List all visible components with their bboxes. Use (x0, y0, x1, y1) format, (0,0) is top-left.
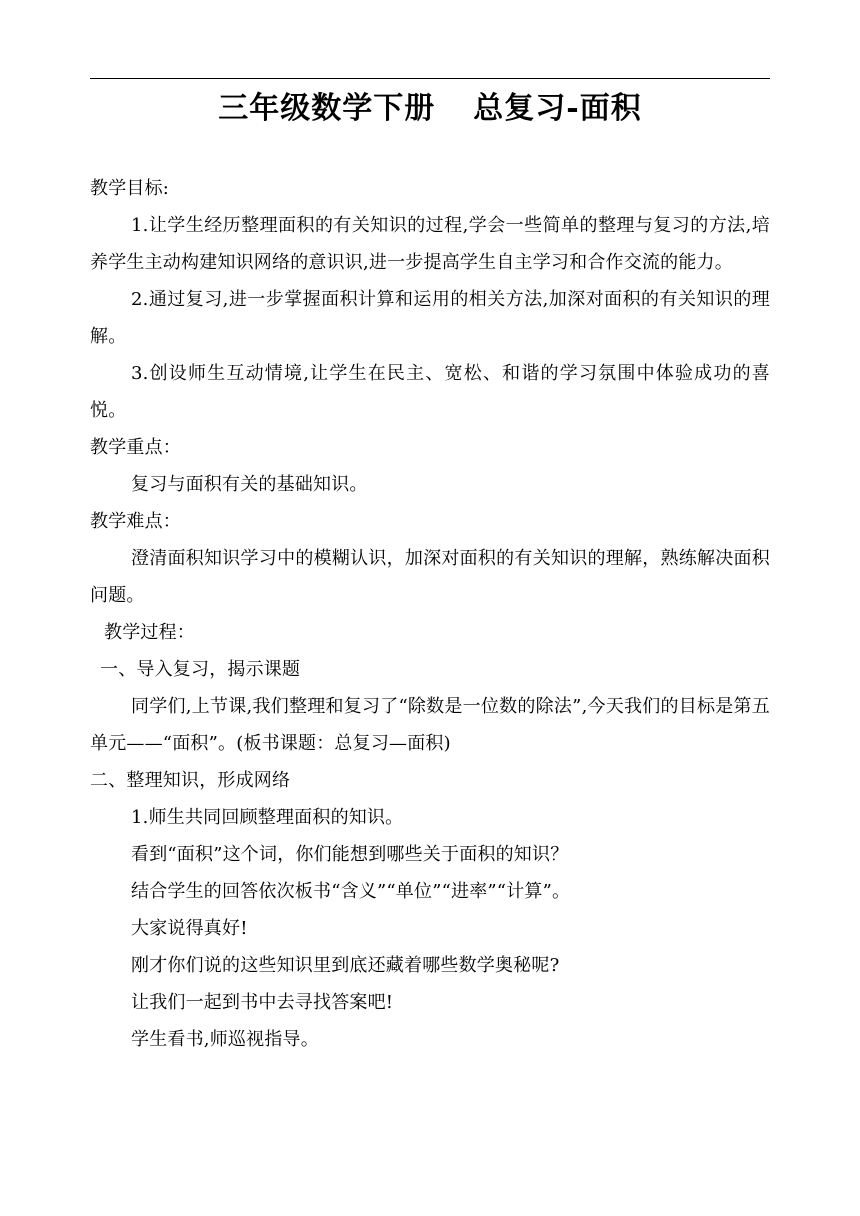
section-2-line-5: 刚才你们说的这些知识里到底还藏着哪些数学奥秘呢? (131, 955, 560, 976)
section-2-line-7: 学生看书,师巡视指导。 (131, 1029, 319, 1050)
section-2-line-2: 看到“面积”这个词，你们能想到哪些关于面积的知识？ (131, 844, 569, 865)
key-points-heading: 教学重点： (90, 437, 181, 458)
section-1-text: 同学们,上节课,我们整理和复习了“除数是一位数的除法”,今天我们的目标是第五单元——“面积”。(板书课题：总复习—面积) (90, 696, 770, 754)
difficulties-text: 澄清面积知识学习中的模糊认识，加深对面积的有关知识的理解，熟练解决面积问题。 (90, 548, 770, 606)
goal-item-1: 1.让学生经历整理面积的有关知识的过程,学会一些简单的整理与复习的方法,培养学生主动构建知识网络的意识识,进一步提高学生自主学习和合作交流的能力。 (90, 215, 770, 273)
header-rule (90, 78, 770, 79)
title-grade: 三年级数学下册 (218, 91, 436, 126)
title-topic: 总复习-面积 (473, 91, 642, 126)
section-2-line-3: 结合学生的回答依次板书“含义”“单位”“进率”“计算”。 (131, 881, 571, 902)
section-2-line-4: 大家说得真好! (131, 918, 248, 939)
key-points-text: 复习与面积有关的基础知识。 (131, 474, 368, 495)
document-body (90, 170, 770, 1058)
section-2-heading: 二、整理知识，形成网络 (90, 770, 291, 791)
goals-heading: 教学目标: (90, 178, 170, 199)
section-2-line-6: 让我们一起到书中去寻找答案吧! (131, 992, 394, 1013)
process-heading: 教学过程： (104, 622, 195, 643)
goal-item-2: 2.通过复习,进一步掌握面积计算和运用的相关方法,加深对面积的有关知识的理解。 (90, 289, 770, 347)
section-2-line-1: 1.师生共同回顾整理面积的知识。 (131, 807, 404, 828)
difficulties-heading: 教学难点： (90, 511, 181, 532)
section-1-heading: 一、导入复习，揭示课题 (100, 659, 301, 680)
goal-item-3: 3.创设师生互动情境,让学生在民主、宽松、和谐的学习氛围中体验成功的喜悦。 (90, 363, 770, 421)
document-title (90, 86, 770, 132)
